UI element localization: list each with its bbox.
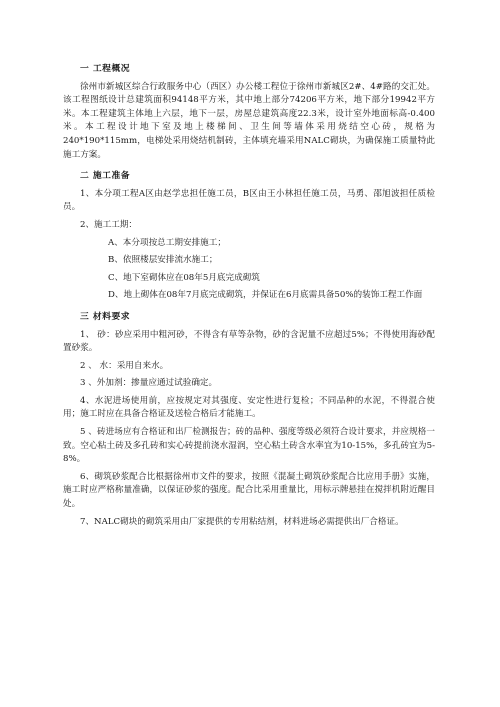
materials-item-2: 2 、 水：采用自来水。 [80, 360, 169, 371]
schedule-item-c: C、地下室砌体应在08年5月底完成砌筑 [108, 272, 260, 283]
section-heading-materials: 三 材料要求 [80, 311, 131, 322]
section-heading-preparation: 二 施工准备 [80, 171, 131, 182]
section-heading-overview: 一 工程概况 [80, 64, 131, 74]
document-body [63, 63, 435, 533]
preparation-item-2: 2、施工工期： [80, 219, 138, 230]
materials-item-1: 1、 砂：砂应采用中粗河砂，不得含有草等杂物，砂的含泥量不应超过5%；不得使用海砂配置砂浆。 [63, 329, 435, 354]
preparation-item-1: 1、本分项工程A区由赵学忠担任施工员，B区由王小林担任施工员，马勇、邵旭波担任质检员。 [63, 188, 435, 213]
materials-item-6: 6、砌筑砂浆配合比根据徐州市文件的要求，按照《混凝土砌筑砂浆配合比应用手册》实施，施工时应严格称量准确，以保证砂浆的强度。配合比采用重量比，用标示牌悬挂在搅拌机附近醒目处。 [63, 471, 435, 510]
schedule-item-a: A、本分项按总工期安排施工； [108, 237, 226, 248]
schedule-item-b: B、依照楼层安排流水施工； [108, 255, 218, 266]
materials-item-7: 7、NALC砌块的砌筑采用由厂家提供的专用粘结剂，材料进场必需提供出厂合格证。 [80, 516, 404, 527]
materials-item-5: 5 、砖进场应有合格证和出厂检测报告；砖的品种、强度等级必须符合设计要求，并应规格一致。空心粘土砖及多孔砖和实心砖提前浇水湿润，空心粘土砖含水率宜为10-15%，多孔砖宜为5-8%。 [63, 427, 435, 465]
materials-item-4: 4、水泥进场使用前，应按规定对其强度、安定性进行复检；不同品种的水泥，不得混合使用；施工时应在具备合格证及送检合格后才能施工。 [63, 395, 435, 420]
materials-item-3: 3 、外加剂：掺量应通过试验确定。 [80, 378, 218, 389]
overview-paragraph: 徐州市新城区综合行政服务中心（西区）办公楼工程位于徐州市新城区2#、4#路的交汇处。该工程图纸设计总建筑面积94148平方米，其中地上部分74206平方米，地下部分19942平方米。本工程建筑主体地上六层，地下一层，房屋总建筑高度22.3米，设计室外地面标高-0.400米。本工程设计地下室及地上楼梯间、卫生间等墙体采用烧结空心砖，规格为240*190*115mm，电梯处采用烧结机制砖，主体填充墙采用NALC砌块，为确保施工质量特此施工方案。 [63, 81, 435, 160]
schedule-item-d: D、地上砌体在08年7月底完成砌筑，并保证在6月底需具备50%的装饰工程工作面 [108, 290, 423, 301]
